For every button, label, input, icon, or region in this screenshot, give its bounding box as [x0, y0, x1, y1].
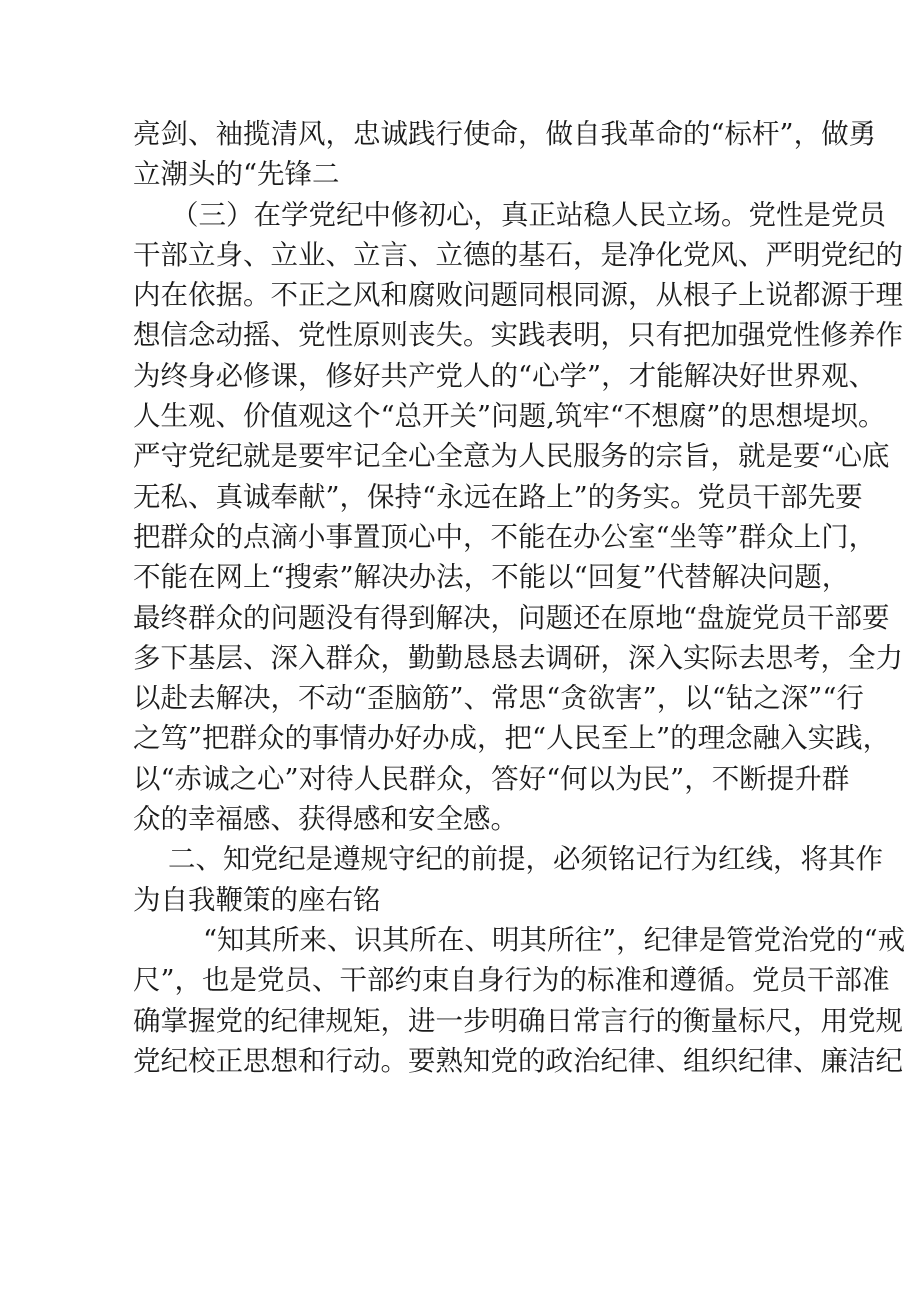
text-line: 党纪校正思想和行动。要熟知党的政治纪律、组织纪律、廉洁纪: [133, 1044, 903, 1077]
section-heading-3: （三）在学党纪中修初心，真正站稳人民立场。党性是党员: [171, 198, 886, 231]
text-line: 亮剑、袖揽清风，忠诚践行使命，做自我革命的“标杆”，做勇: [133, 118, 877, 150]
text-line: 立潮头的“先锋二: [133, 158, 340, 191]
text-line: 之笃”把群众的事情办好办成，把“人民至上”的理念融入实践，: [133, 722, 891, 755]
text-line: 多下基层、深入群众，勤勤恳恳去调研，深入实际去思考，全力: [133, 641, 903, 674]
text-line: 无私、真诚奉献”，保持“永远在路上”的务实。党员干部先要: [133, 480, 863, 513]
text-line: “知其所来、识其所在、明其所往”，纪律是管党治党的“戒: [203, 923, 906, 956]
text-line: 最终群众的问题没有得到解决，问题还在原地“盘旋党员干部要: [133, 601, 890, 634]
text-line: 内在依据。不正之风和腐败问题同根同源，从根子上说都源于理: [133, 279, 903, 312]
text-line: 把群众的点滴小事置顶心中，不能在办公室“坐等”群众上门，: [133, 520, 877, 553]
text-line: 严守党纪就是要牢记全心全意为人民服务的宗旨，就是要“心底: [133, 440, 890, 473]
text-line: 以赴去解决，不动“歪脑筋”、常思“贪欲害”，以“钻之深”“行: [133, 682, 864, 715]
text-line: 想信念动摇、党性原则丧失。实践表明，只有把加强党性修养作: [133, 319, 903, 352]
text-line: 人生观、价值观这个“总开关”问题,筑牢“不想腐”的思想堤坝。: [133, 400, 886, 433]
text-line: 以“赤诚之心”对待人民群众，答好“何以为民”，不断提升群: [133, 762, 850, 795]
text-line: 为自我鞭策的座右铭: [133, 883, 381, 916]
text-line: 不能在网上“搜索”解决办法，不能以“回复”代替解决问题，: [133, 561, 850, 594]
body-text: [133, 114, 906, 1081]
text-line: 干部立身、立业、立言、立德的基石，是净化党风、严明党纪的: [133, 238, 903, 271]
text-line: 众的幸福感、获得感和安全感。: [133, 803, 518, 836]
section-heading-2: 二、知党纪是遵规守纪的前提，必须铭记行为红线，将其作: [168, 843, 883, 876]
text-line: 尺”，也是党员、干部约束自身行为的标准和遵循。党员干部准: [133, 964, 890, 997]
text-line: 为终身必修课，修好共产党人的“心学”，才能解决好世界观、: [133, 359, 877, 392]
text-line: 确掌握党的纪律规矩，进一步明确日常言行的衡量标尺，用党规: [133, 1004, 903, 1037]
